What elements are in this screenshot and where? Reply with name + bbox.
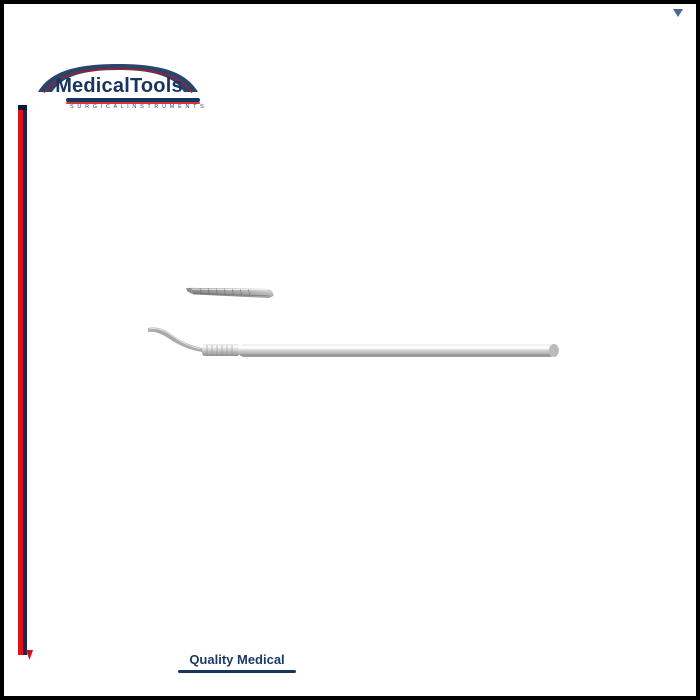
instrument-collar — [202, 344, 240, 356]
brand-logo — [34, 62, 205, 110]
logo-text: MedicalTools — [55, 75, 183, 97]
footer-arrow-icon — [26, 650, 33, 660]
logo-tagline: S U R G I C A L I N S T R U M E N T S — [70, 104, 205, 110]
footer-quality-label: Quality Medical — [189, 652, 285, 667]
corner-mark-icon — [672, 8, 684, 20]
footer-quality-badge — [172, 648, 302, 674]
accent-bar-navy — [23, 110, 27, 655]
footer-rule — [178, 670, 296, 673]
forceps-detail — [185, 277, 274, 305]
instrument-tip — [148, 327, 202, 352]
product-illustration — [140, 270, 570, 370]
instrument-handle — [238, 344, 559, 357]
